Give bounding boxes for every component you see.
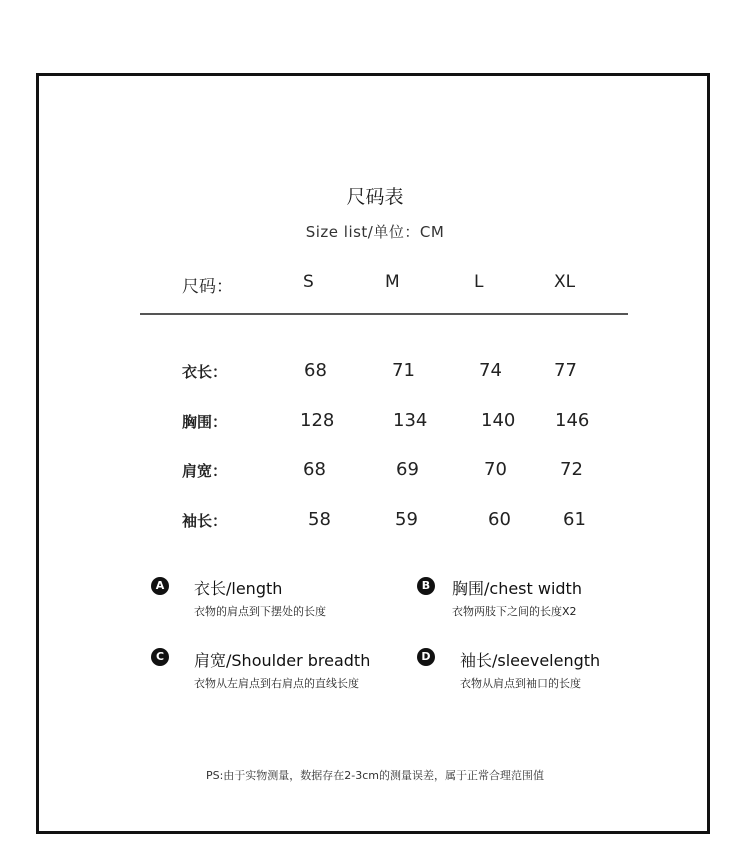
badge-c-icon: C: [151, 648, 169, 666]
row-label-chest: 胸围：: [182, 413, 228, 431]
table-cell: 71: [392, 360, 415, 381]
table-cell: 77: [554, 360, 577, 381]
definition-title: 袖长/sleevelength: [460, 651, 601, 670]
table-cell: 72: [560, 459, 583, 480]
table-cell: 68: [303, 459, 326, 480]
size-header-label: 尺码：: [182, 277, 233, 297]
table-cell: 70: [484, 459, 507, 480]
table-cell: 69: [396, 459, 419, 480]
badge-b-icon: B: [417, 577, 435, 595]
table-cell: 58: [308, 509, 331, 530]
definition-title: 肩宽/Shoulder breadth: [194, 651, 371, 670]
table-cell: 60: [488, 509, 511, 530]
page-subtitle: Size list/单位：CM: [305, 223, 445, 241]
footnote: PS:由于实物测量，数据存在2-3cm的测量误差，属于正常合理范围值: [205, 769, 545, 782]
table-cell: 146: [555, 410, 590, 431]
size-header-s: S: [303, 272, 314, 292]
row-label-shoulder: 肩宽：: [182, 462, 228, 480]
definition-desc: 衣物的肩点到下摆处的长度: [194, 605, 326, 618]
size-header-m: M: [385, 272, 400, 292]
table-cell: 74: [479, 360, 502, 381]
table-cell: 59: [395, 509, 418, 530]
header-divider: [140, 313, 628, 315]
table-cell: 128: [300, 410, 335, 431]
definition-title: 胸围/chest width: [452, 579, 582, 598]
table-cell: 61: [563, 509, 586, 530]
size-header-xl: XL: [554, 272, 576, 292]
row-label-length: 衣长：: [182, 363, 228, 381]
table-cell: 140: [481, 410, 516, 431]
definition-desc: 衣物从肩点到袖口的长度: [460, 677, 581, 690]
definition-desc: 衣物从左肩点到右肩点的直线长度: [194, 677, 359, 690]
definition-title: 衣长/length: [194, 579, 283, 598]
size-header-l: L: [474, 272, 484, 292]
badge-a-icon: A: [151, 577, 169, 595]
table-cell: 134: [393, 410, 428, 431]
page-title: 尺码表: [346, 186, 404, 208]
table-cell: 68: [304, 360, 327, 381]
row-label-sleeve: 袖长：: [182, 512, 228, 530]
badge-d-icon: D: [417, 648, 435, 666]
definition-desc: 衣物两肢下之间的长度X2: [452, 605, 577, 618]
